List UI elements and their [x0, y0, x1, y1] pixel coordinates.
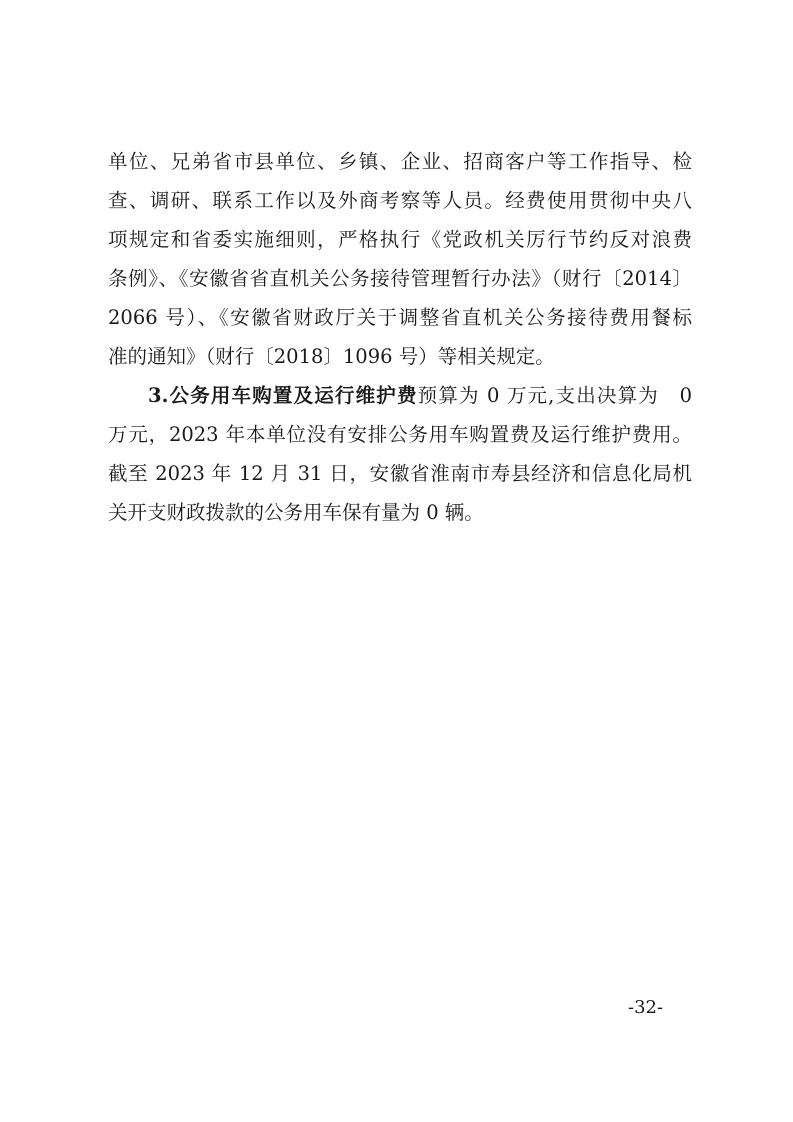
paragraph-1-line-1: 单位、兄弟省市县单位、乡镇、企业、招商客户等工作指导、检 — [108, 150, 692, 173]
paragraph-1-line-2: 查、调研、联系工作以及外商考察等人员。经费使用贯彻中央八 — [108, 189, 692, 212]
paragraph-1-line-5: 2066 号）、《安徽省财政厅关于调整省直机关公务接待费用餐标 — [108, 306, 692, 329]
paragraph-2-line-2: 万元，2023 年本单位没有安排公务用车购置费及运行维护费用。 — [108, 423, 692, 446]
paragraph-1-line-3: 项规定和省委实施细则，严格执行《党政机关厉行节约反对浪费 — [108, 228, 692, 251]
paragraph-2-line-4: 关开支财政拨款的公务用车保有量为 0 辆。 — [108, 501, 484, 524]
paragraph-2-line-3: 截至 2023 年 12 月 31 日，安徽省淮南市寿县经济和信息化局机 — [108, 462, 692, 485]
section-heading: 3.公务用车购置及运行维护费 — [148, 384, 418, 407]
page-number: -32- — [628, 997, 664, 1018]
paragraph-2-line-1-text: 预算为 0 万元,支出决算为 0 — [417, 384, 692, 407]
paragraph-2-line-1 — [148, 384, 692, 407]
paragraph-1-line-4: 条例》、《安徽省省直机关公务接待管理暂行办法》（财行〔2014〕 — [108, 267, 692, 290]
paragraph-1-line-6: 准的通知》（财行〔2018〕1096 号）等相关规定。 — [108, 345, 555, 368]
